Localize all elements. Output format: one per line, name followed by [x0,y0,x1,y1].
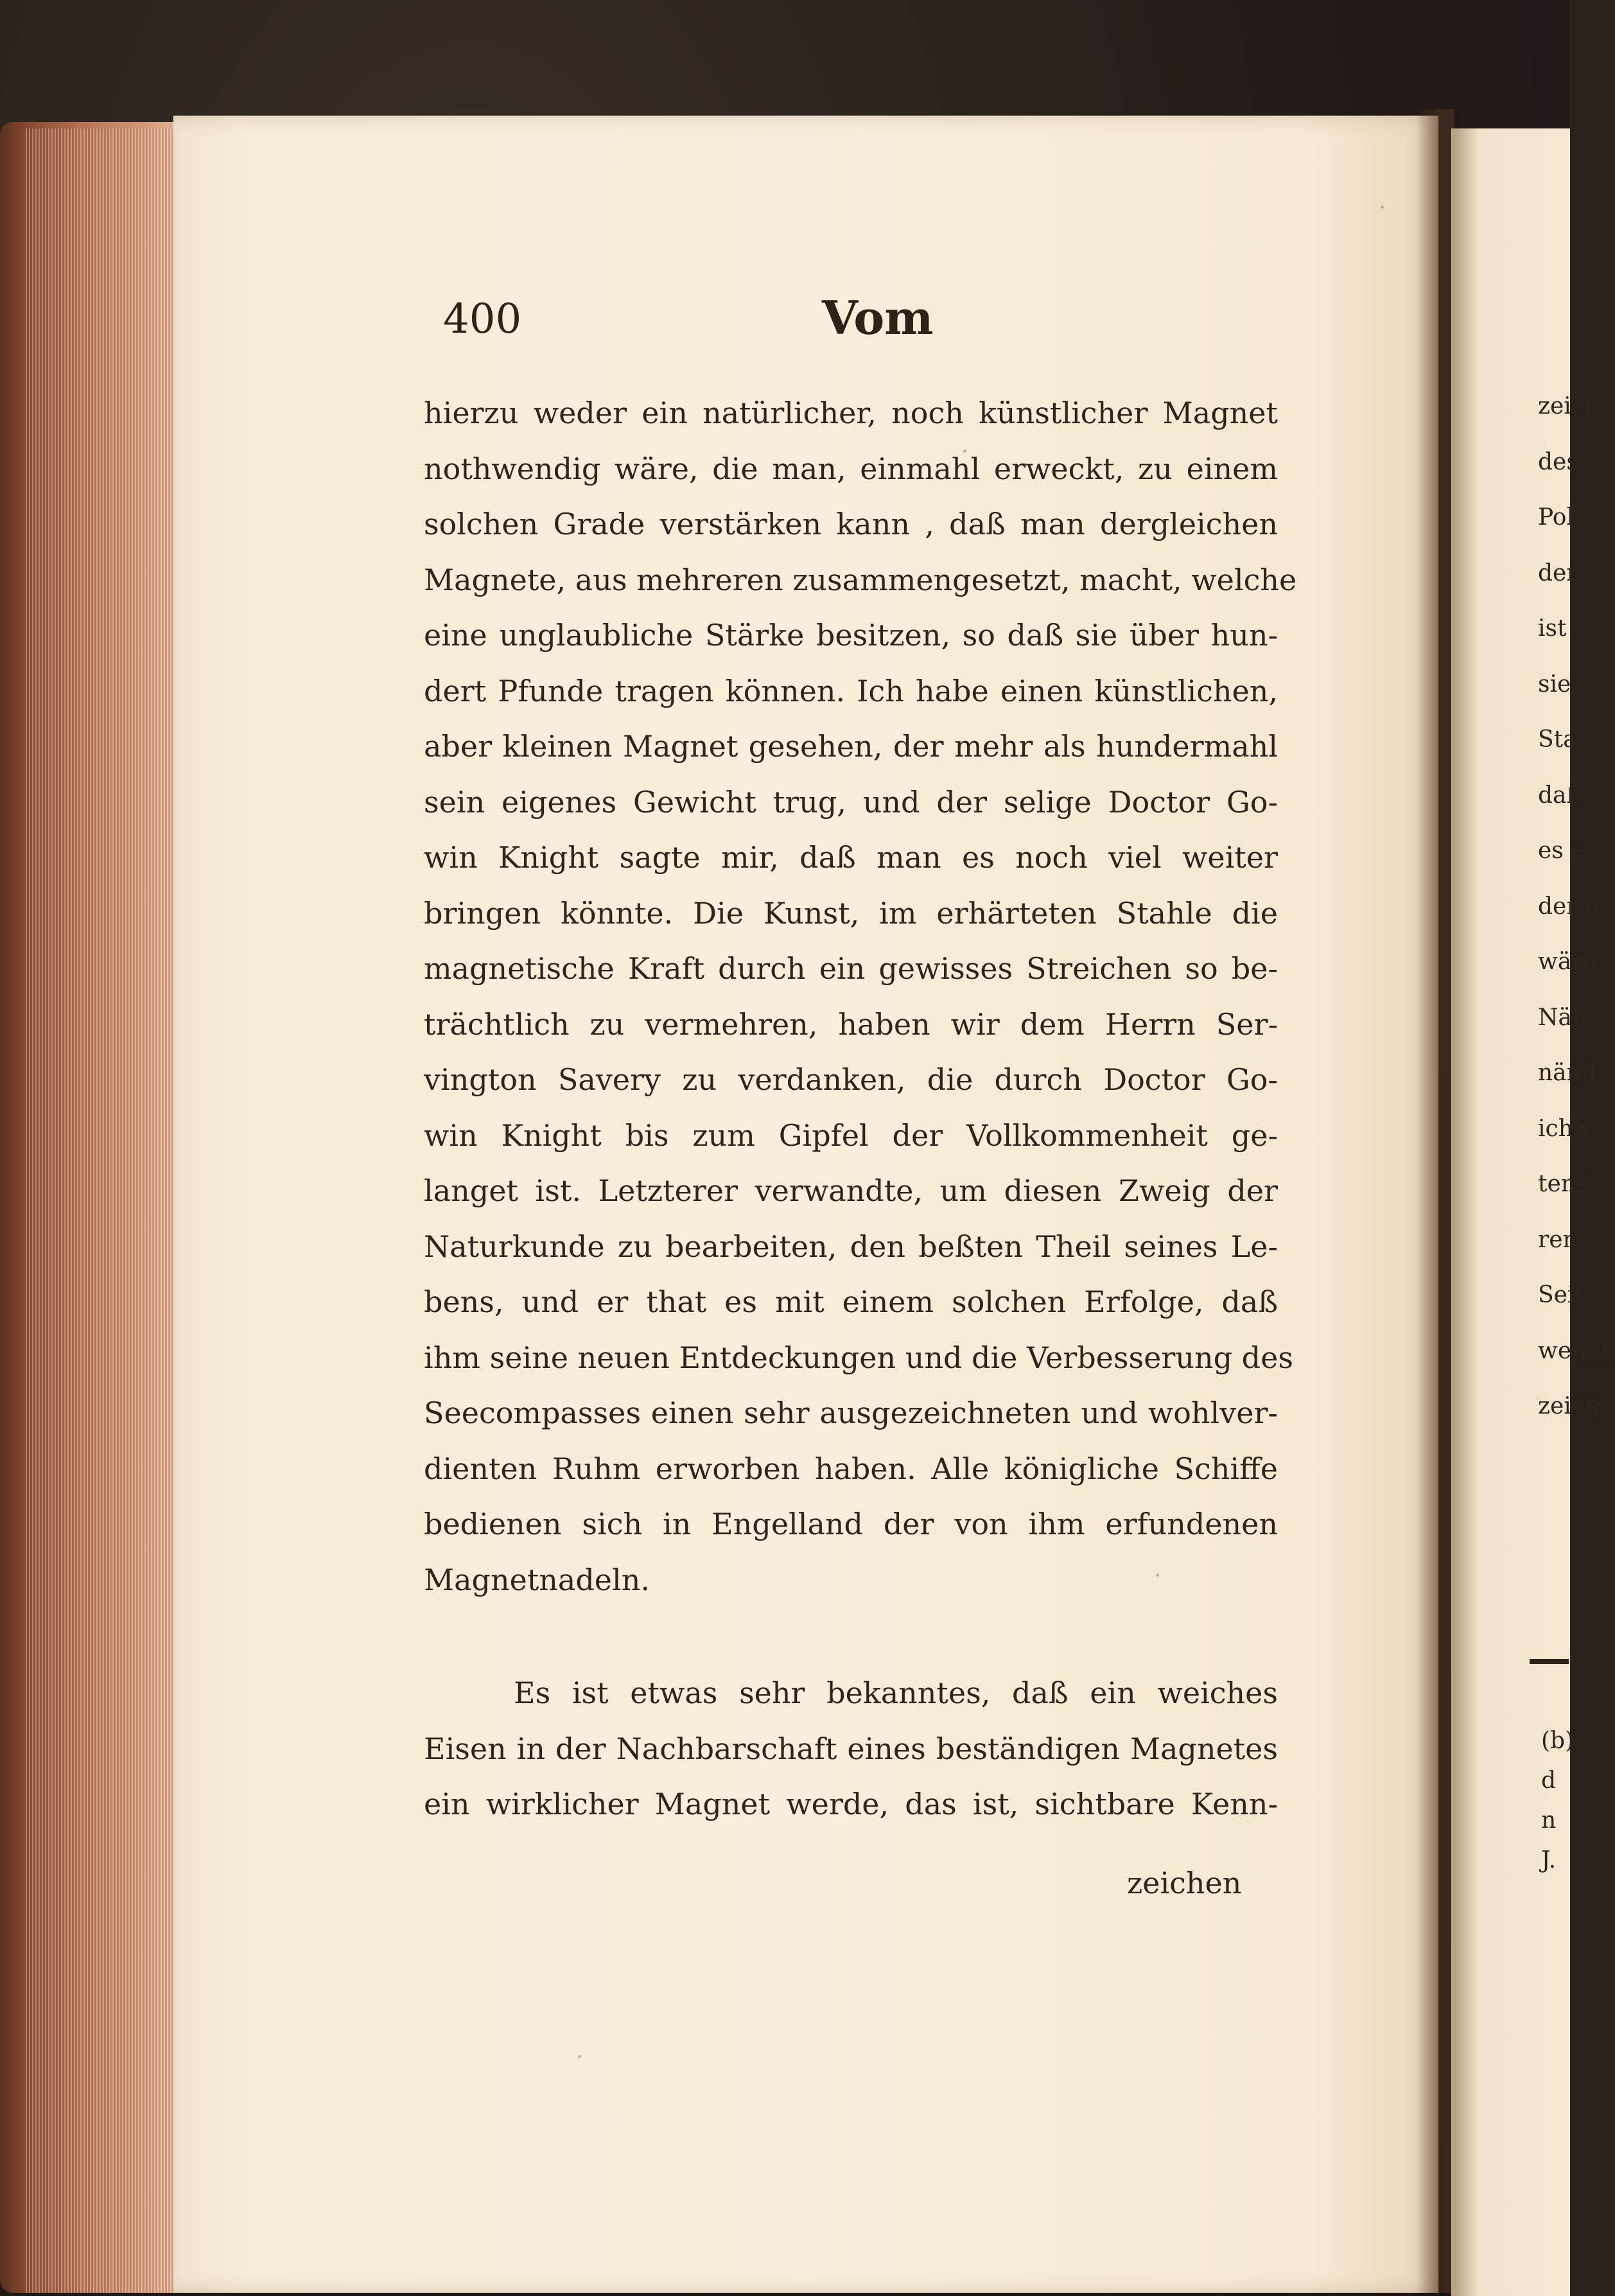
facing-page-footnote [1541,1721,1575,1880]
text-line: Magnetnadeln. [424,1562,650,1597]
text-line: win Knight bis zum Gipfel der Vollkommenheit ge- [424,1117,1278,1153]
facing-line: daß [1538,782,1582,809]
facing-line: Seite [1538,1282,1598,1308]
facing-line: der o [1538,893,1599,920]
footnote-line: (b) [1541,1728,1575,1754]
facing-line: tenste [1538,1171,1611,1197]
text-line: dert Pfunde tragen können. Ich habe einen künstlichen, [424,673,1278,708]
paper-speck [578,2055,581,2058]
facing-line: den [1538,559,1582,586]
text-line: hierzu weder ein natürlicher, noch künstlicher Magnet [424,396,1278,430]
facing-line: wende [1538,1337,1615,1364]
text-line: solchen Grade verstärken kann , daß man dergleichen [424,507,1278,541]
text-line: Eisen in der Nachbarschaft eines beständigen Magnetes [424,1731,1278,1766]
right-page-shadow [1453,128,1478,2296]
facing-line: Pol [1538,504,1574,530]
running-head: Vom [822,290,934,345]
text-line: bens, und er that es mit einem solchen Erfolge, daß [424,1284,1278,1319]
facing-line: Sta [1538,726,1577,753]
text-line: Es ist etwas sehr bekanntes, daß ein weiches [514,1676,1278,1710]
facing-line: wäre, [1538,949,1604,975]
footnote-line: J. [1541,1847,1557,1873]
facing-line: zeiget [1538,1393,1609,1419]
facing-line: Nähe [1538,1004,1601,1031]
text-line: win Knight sagte mir, daß man es noch viel weiter [424,840,1278,875]
facing-line: des [1538,448,1578,475]
text-line: bedienen sich in Engelland der von ihm erfundenen [424,1507,1278,1541]
text-line: Magnete, aus mehreren zusammengesetzt, macht, welche [424,562,1297,597]
text-line: nothwendig wäre, die man, einmahl erweckt, zu einem [424,451,1278,486]
text-line: eine unglaubliche Stärke besitzen, so daß sie über hun- [424,618,1278,653]
text-line: dienten Ruhm erworben haben. Alle königliche Schiffe [424,1451,1278,1486]
text-line: aber kleinen Magnet gesehen, der mehr als hundermahl [424,729,1278,764]
footnote-line: d [1541,1767,1557,1794]
page-header [443,290,1291,353]
text-line: Seecompasses einen sehr ausgezeichneten und wohlver- [424,1396,1278,1430]
facing-page-rule [1530,1659,1569,1664]
facing-line: zeich [1538,393,1600,419]
text-line: ihm seine neuen Entdeckungen und die Verbesserung des [424,1340,1293,1375]
text-line: trächtlich zu vermehren, haben wir dem Herrn Ser- [424,1006,1278,1042]
text-line: magnetische Kraft durch ein gewisses Streichen so be- [424,951,1278,986]
text-line: langet ist. Letzterer verwandte, um diesen Zweig der [424,1173,1278,1208]
text-line: Naturkunde zu bearbeiten, den beßten Theil seines Le- [424,1229,1278,1264]
facing-page-text [1538,379,1615,1435]
paper-speck [1381,206,1384,209]
paragraph-gap [424,1608,1278,1665]
facing-line: ren, [1538,1226,1585,1253]
facing-line: es a [1538,837,1585,864]
footnote-line: n [1541,1807,1557,1834]
facing-line: ich v [1538,1115,1594,1142]
catchword: zeichen [1127,1866,1242,1900]
book-gutter [1416,109,1454,2293]
page-number: 400 [443,295,522,343]
facing-line: sie [1538,670,1571,697]
facing-line: näml [1538,1060,1596,1086]
facing-line: ist [1538,615,1567,642]
body-text [424,385,1297,1832]
text-line: vington Savery zu verdanken, die durch Doctor Go- [424,1062,1278,1097]
text-line: sein eigenes Gewicht trug, und der selige Doctor Go- [424,784,1278,819]
text-line: bringen könnte. Die Kunst, im erhärteten Stahle die [424,895,1278,931]
text-line: ein wirklicher Magnet werde, das ist, sichtbare Kenn- [424,1787,1278,1821]
page-edges [26,128,193,2293]
